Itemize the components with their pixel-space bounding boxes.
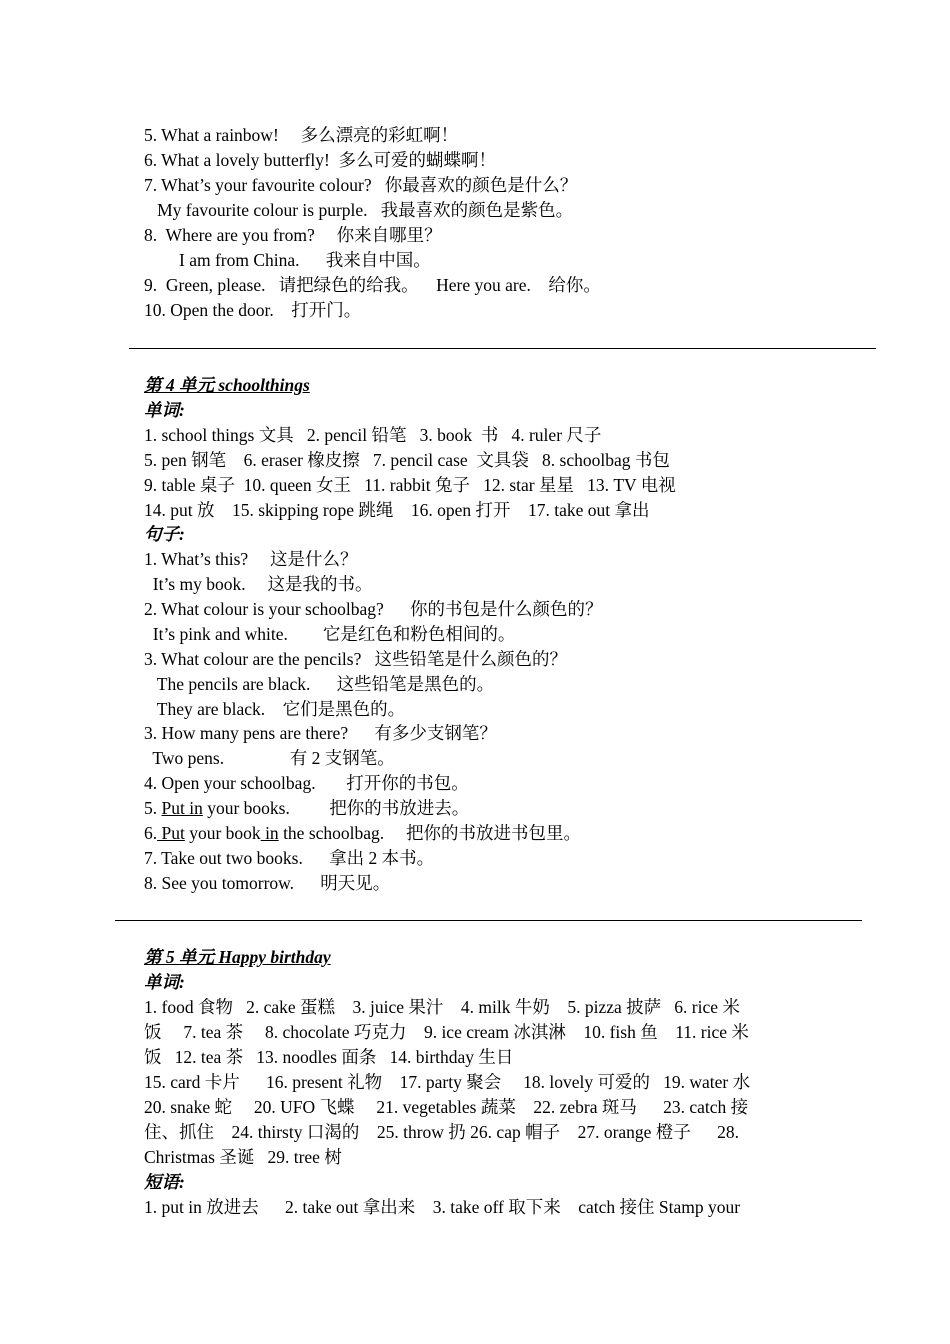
unit4-sentence-6 bbox=[144, 821, 814, 846]
unit5-words-line: 15. card 卡片 16. present 礼物 17. party 聚会 18. lovely 可爱的 19. water 水 bbox=[144, 1072, 751, 1092]
underlined-phrase: Put bbox=[157, 823, 185, 843]
unit4-sentence: 1. What’s this? 这是什么？ bbox=[144, 549, 358, 569]
unit5-words-line: 饭 7. tea 茶 8. chocolate 巧克力 9. ice cream 冰淇淋 10. fish 鱼 11. rice 米 bbox=[144, 1022, 749, 1042]
sentence-number: 6. bbox=[144, 823, 158, 843]
sentence-text: your books. 把你的书放进去。 bbox=[202, 798, 470, 818]
unit5-phrases-label: 短语: bbox=[144, 1172, 185, 1192]
unit5-words-label: 单词: bbox=[144, 972, 185, 992]
unit4-sentence: 4. Open your schoolbag. 打开你的书包。 bbox=[144, 773, 469, 793]
unit4-words-line: 9. table 桌子 10. queen 女王 11. rabbit 兔子 12. star 星星 13. TV 电视 bbox=[144, 475, 676, 495]
unit3-sentence-7: 7. What’s your favourite colour? 你最喜欢的颜色是什么？ bbox=[144, 175, 578, 195]
underlined-phrase: Put in bbox=[161, 798, 203, 818]
unit4-words-line: 14. put 放 15. skipping rope 跳绳 16. open 打开 17. take out 拿出 bbox=[144, 500, 650, 520]
unit3-sentence-8-answer: I am from China. 我来自中国。 bbox=[144, 250, 431, 270]
unit4-sentence: 3. How many pens are there? 有多少支钢笔？ bbox=[144, 723, 497, 743]
unit4-sentence: 2. What colour is your schoolbag? 你的书包是什么颜色的？ bbox=[144, 599, 603, 619]
unit4-sentence: It’s pink and white. 它是红色和粉色相间的。 bbox=[144, 624, 516, 644]
unit5-words-line: 饭 12. tea 茶 13. noodles 面条 14. birthday 生日 bbox=[144, 1047, 514, 1067]
unit4-sentence-5 bbox=[144, 796, 814, 821]
unit4-sentence-8: 8. See you tomorrow. 明天见。 bbox=[144, 873, 391, 893]
unit5-words-line: 1. food 食物 2. cake 蛋糕 3. juice 果汁 4. milk 牛奶 5. pizza 披萨 6. rice 米 bbox=[144, 997, 740, 1017]
section-divider bbox=[129, 348, 876, 349]
sentence-text: the schoolbag. 把你的书放进书包里。 bbox=[278, 823, 582, 843]
unit4-sentence: Two pens. 有 2 支钢笔。 bbox=[144, 748, 395, 768]
unit5-words-line: 20. snake 蛇 20. UFO 飞蝶 21. vegetables 蔬菜 22. zebra 斑马 23. catch 接 bbox=[144, 1097, 749, 1117]
unit3-sentence-10: 10. Open the door. 打开门。 bbox=[144, 300, 362, 320]
unit4-sentence: It’s my book. 这是我的书。 bbox=[144, 574, 373, 594]
sentence-text: your book bbox=[184, 823, 261, 843]
unit3-sentence-9: 9. Green, please. 请把绿色的给我。 Here you are. 给你。 bbox=[144, 275, 601, 295]
underlined-phrase: in bbox=[260, 823, 279, 843]
unit4-sentence: The pencils are black. 这些铅笔是黑色的。 bbox=[144, 674, 495, 694]
unit3-sentence-5: 5. What a rainbow! 多么漂亮的彩虹啊！ bbox=[144, 125, 459, 145]
unit4-words-label: 单词: bbox=[144, 400, 185, 420]
unit5-words-line: 住、抓住 24. thirsty 口渴的 25. throw 扔 26. cap 帽子 27. orange 橙子 28. bbox=[144, 1122, 739, 1142]
unit4-sentence: 3. What colour are the pencils? 这些铅笔是什么颜色的？ bbox=[144, 649, 567, 669]
unit5-phrases-line: 1. put in 放进去 2. take out 拿出来 3. take off 取下来 catch 接住 Stamp your bbox=[144, 1197, 741, 1217]
unit4-words-line: 5. pen 钢笔 6. eraser 橡皮擦 7. pencil case 文具袋 8. schoolbag 书包 bbox=[144, 450, 670, 470]
unit3-sentence-8: 8. Where are you from? 你来自哪里？ bbox=[144, 225, 442, 245]
unit5-heading: 第 5 单元 Happy birthday bbox=[144, 947, 331, 967]
unit4-words-line: 1. school things 文具 2. pencil 铅笔 3. book 书 4. ruler 尺子 bbox=[144, 425, 602, 445]
unit4-sentence: They are black. 它们是黑色的。 bbox=[144, 699, 406, 719]
unit4-heading: 第 4 单元 schoolthings bbox=[144, 375, 310, 395]
section-divider bbox=[115, 920, 862, 921]
unit3-sentence-7-answer: My favourite colour is purple. 我最喜欢的颜色是紫色。 bbox=[144, 200, 574, 220]
unit4-sentences-label: 句子: bbox=[144, 524, 185, 544]
unit4-sentence-7: 7. Take out two books. 拿出 2 本书。 bbox=[144, 848, 435, 868]
unit5-words-line: Christmas 圣诞 29. tree 树 bbox=[144, 1147, 342, 1167]
unit3-sentence-6: 6. What a lovely butterfly! 多么可爱的蝴蝶啊！ bbox=[144, 150, 497, 170]
sentence-number: 5. bbox=[144, 798, 162, 818]
